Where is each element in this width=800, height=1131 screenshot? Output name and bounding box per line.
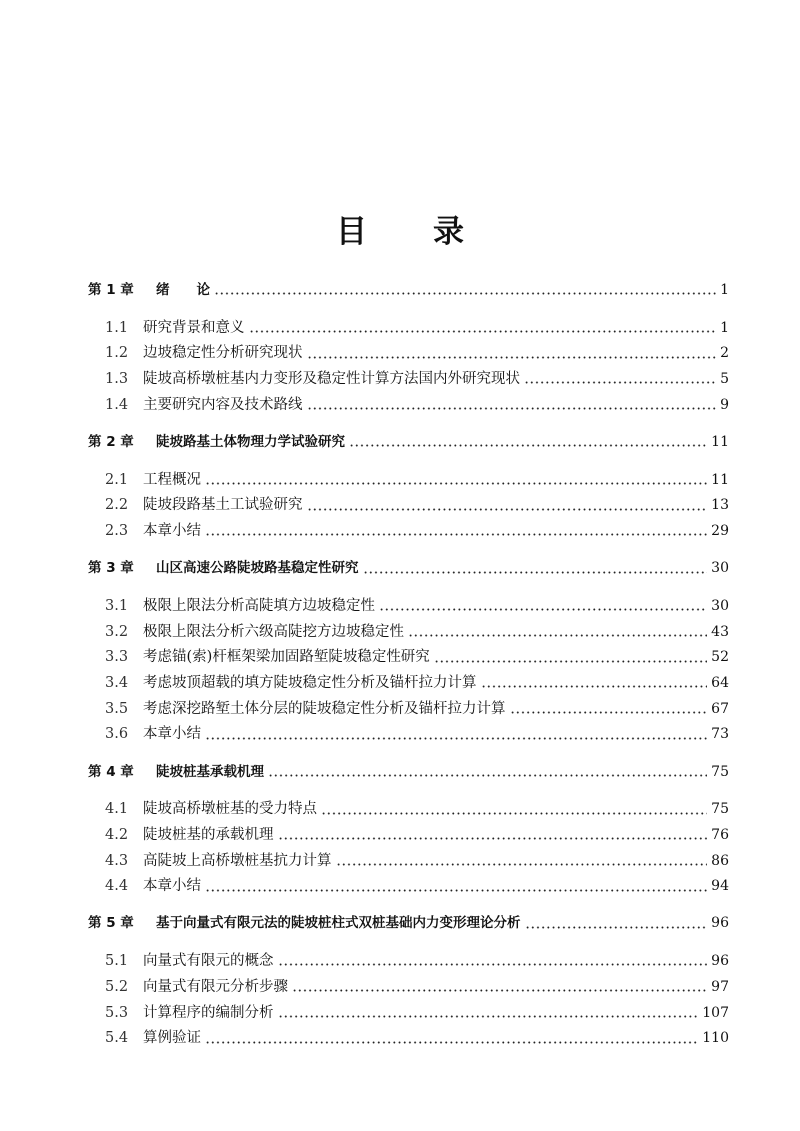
entry-page-number: 64 — [711, 674, 729, 691]
toc-section-entry[interactable] — [88, 519, 729, 545]
dot-leader — [307, 407, 717, 410]
entry-page-number: 96 — [711, 953, 729, 970]
dot-leader — [336, 863, 708, 866]
entry-page-number: 11 — [711, 433, 729, 450]
toc-section-entry[interactable] — [88, 823, 729, 849]
entry-title: 本章小结 — [143, 523, 201, 539]
toc-section-entry[interactable] — [88, 671, 729, 697]
entry-title: 陡坡桩基的承载机理 — [143, 826, 274, 843]
entry-number: 1.3 — [105, 371, 129, 388]
entry-number: 3.6 — [105, 726, 129, 743]
entry-number: 3.3 — [105, 649, 129, 666]
entry-number: 第 3 章 — [88, 560, 134, 577]
toc-section-entry[interactable] — [88, 341, 729, 367]
entry-page-number: 86 — [711, 852, 729, 869]
entry-title: 计算程序的编制分析 — [143, 1004, 274, 1021]
toc-section-entry[interactable] — [88, 975, 729, 1001]
toc-section-entry[interactable] — [88, 849, 729, 875]
toc-section-entry[interactable] — [88, 393, 729, 419]
entry-page-number: 30 — [711, 560, 729, 577]
dot-leader — [292, 989, 707, 992]
toc-chapter-entry[interactable] — [88, 556, 729, 582]
dot-leader — [524, 381, 716, 384]
toc-section-entry[interactable] — [88, 468, 729, 494]
entry-number: 3.5 — [105, 700, 129, 717]
toc-section-entry[interactable] — [88, 697, 729, 723]
entry-number: 5.1 — [105, 953, 129, 970]
dot-leader — [408, 634, 707, 637]
dot-leader — [205, 1041, 698, 1044]
entry-number: 5.3 — [105, 1004, 129, 1021]
toc-section-entry[interactable] — [88, 620, 729, 646]
dot-leader — [268, 774, 707, 777]
toc-section-entry[interactable] — [88, 316, 729, 342]
entry-number: 5.2 — [105, 978, 129, 995]
entry-title: 考虑锚(索)杆框架梁加固路堑陡坡稳定性研究 — [143, 649, 430, 666]
entry-number: 2.1 — [105, 471, 129, 488]
entry-title: 基于向量式有限元法的陡坡桩柱式双桩基础内力变形理论分析 — [156, 915, 521, 932]
title-char: 目 — [336, 214, 367, 250]
entry-page-number: 97 — [711, 978, 729, 995]
entry-title: 绪 论 — [156, 282, 210, 298]
entry-page-number: 30 — [711, 597, 729, 614]
entry-title: 陡坡高桥墩桩基的受力特点 — [143, 801, 317, 818]
entry-number: 3.2 — [105, 623, 129, 640]
entry-number: 1.1 — [105, 319, 129, 336]
toc-section-entry[interactable] — [88, 722, 729, 748]
entry-page-number: 67 — [711, 700, 729, 717]
dot-leader — [510, 711, 708, 714]
entry-number: 第 5 章 — [88, 915, 134, 932]
entry-number: 3.1 — [105, 597, 129, 614]
page-title — [0, 206, 800, 251]
entry-number: 第 4 章 — [88, 763, 134, 780]
dot-leader — [205, 533, 707, 536]
entry-number: 4.1 — [105, 801, 129, 818]
dot-leader — [214, 292, 716, 295]
dot-leader — [349, 444, 707, 447]
dot-leader — [481, 685, 708, 688]
entry-title: 考虑深挖路堑土体分层的陡坡稳定性分析及锚杆拉力计算 — [143, 700, 506, 717]
entry-page-number: 1 — [720, 282, 729, 298]
dot-leader — [278, 837, 708, 840]
entry-title: 高陡坡上高桥墩桩基抗力计算 — [143, 852, 332, 869]
toc-section-entry[interactable] — [88, 367, 729, 393]
dot-leader — [363, 571, 708, 574]
entry-number: 4.3 — [105, 852, 129, 869]
dot-leader — [249, 330, 717, 333]
dot-leader — [205, 737, 707, 740]
entry-title: 考虑坡顶超载的填方陡坡稳定性分析及锚杆拉力计算 — [143, 674, 477, 691]
dot-leader — [205, 482, 707, 485]
entry-title: 算例验证 — [143, 1030, 201, 1047]
dot-leader — [307, 508, 708, 511]
toc-chapter-entry[interactable] — [88, 278, 729, 304]
entry-number: 5.4 — [105, 1030, 129, 1047]
entry-page-number: 94 — [711, 878, 729, 895]
entry-page-number: 29 — [711, 523, 729, 539]
entry-number: 4.4 — [105, 878, 129, 895]
toc-chapter-entry[interactable] — [88, 430, 729, 456]
toc-section-entry[interactable] — [88, 1026, 729, 1052]
toc-section-entry[interactable] — [88, 594, 729, 620]
title-char: 录 — [433, 214, 464, 250]
entry-page-number: 13 — [711, 497, 729, 514]
toc-section-entry[interactable] — [88, 645, 729, 671]
entry-page-number: 5 — [720, 371, 729, 388]
toc-section-entry[interactable] — [88, 493, 729, 519]
dot-leader — [278, 1015, 699, 1018]
entry-page-number: 107 — [702, 1004, 729, 1021]
toc-section-entry[interactable] — [88, 949, 729, 975]
toc-section-entry[interactable] — [88, 874, 729, 900]
entry-title: 向量式有限元分析步骤 — [143, 978, 288, 995]
entry-page-number: 75 — [711, 763, 729, 780]
entry-page-number: 1 — [720, 319, 729, 336]
entry-page-number: 76 — [711, 826, 729, 843]
entry-title: 陡坡高桥墩桩基内力变形及稳定性计算方法国内外研究现状 — [143, 371, 520, 388]
entry-title: 极限上限法分析六级高陡挖方边坡稳定性 — [143, 623, 404, 640]
entry-title: 边坡稳定性分析研究现状 — [143, 345, 303, 362]
entry-number: 第 2 章 — [88, 433, 134, 450]
entry-page-number: 110 — [702, 1030, 729, 1047]
toc-chapter-entry[interactable] — [88, 911, 729, 937]
entry-title: 工程概况 — [143, 471, 201, 488]
entry-title: 本章小结 — [143, 726, 201, 743]
dot-leader — [434, 660, 707, 663]
entry-title: 本章小结 — [143, 878, 201, 895]
entry-page-number: 43 — [711, 623, 729, 640]
entry-number: 1.2 — [105, 345, 129, 362]
entry-number: 3.4 — [105, 674, 129, 691]
dot-leader — [307, 356, 717, 359]
entry-title: 陡坡段路基土工试验研究 — [143, 497, 303, 514]
entry-page-number: 75 — [711, 801, 729, 818]
entry-title: 极限上限法分析高陡填方边坡稳定性 — [143, 597, 375, 614]
entry-page-number: 9 — [720, 396, 729, 413]
entry-title: 陡坡桩基承载机理 — [156, 763, 264, 780]
dot-leader — [278, 963, 708, 966]
entry-title: 陡坡路基土体物理力学试验研究 — [156, 433, 345, 450]
entry-number: 2.3 — [105, 523, 129, 539]
entry-number: 2.2 — [105, 497, 129, 514]
entry-title: 向量式有限元的概念 — [143, 953, 274, 970]
toc-chapter-entry[interactable] — [88, 760, 729, 786]
entry-page-number: 2 — [720, 345, 729, 362]
entry-number: 4.2 — [105, 826, 129, 843]
table-of-contents — [88, 278, 729, 1052]
dot-leader — [379, 608, 707, 611]
entry-title: 研究背景和意义 — [143, 319, 245, 336]
entry-number: 1.4 — [105, 396, 129, 413]
entry-page-number: 11 — [711, 471, 729, 488]
entry-page-number: 52 — [711, 649, 729, 666]
dot-leader — [525, 926, 708, 929]
toc-section-entry[interactable] — [88, 1001, 729, 1027]
entry-page-number: 73 — [711, 726, 729, 743]
entry-title: 主要研究内容及技术路线 — [143, 396, 303, 413]
entry-number: 第 1 章 — [88, 282, 134, 298]
dot-leader — [205, 889, 707, 892]
entry-title: 山区高速公路陡坡路基稳定性研究 — [156, 560, 359, 577]
dot-leader — [321, 812, 707, 815]
entry-page-number: 96 — [711, 915, 729, 932]
toc-section-entry[interactable] — [88, 797, 729, 823]
